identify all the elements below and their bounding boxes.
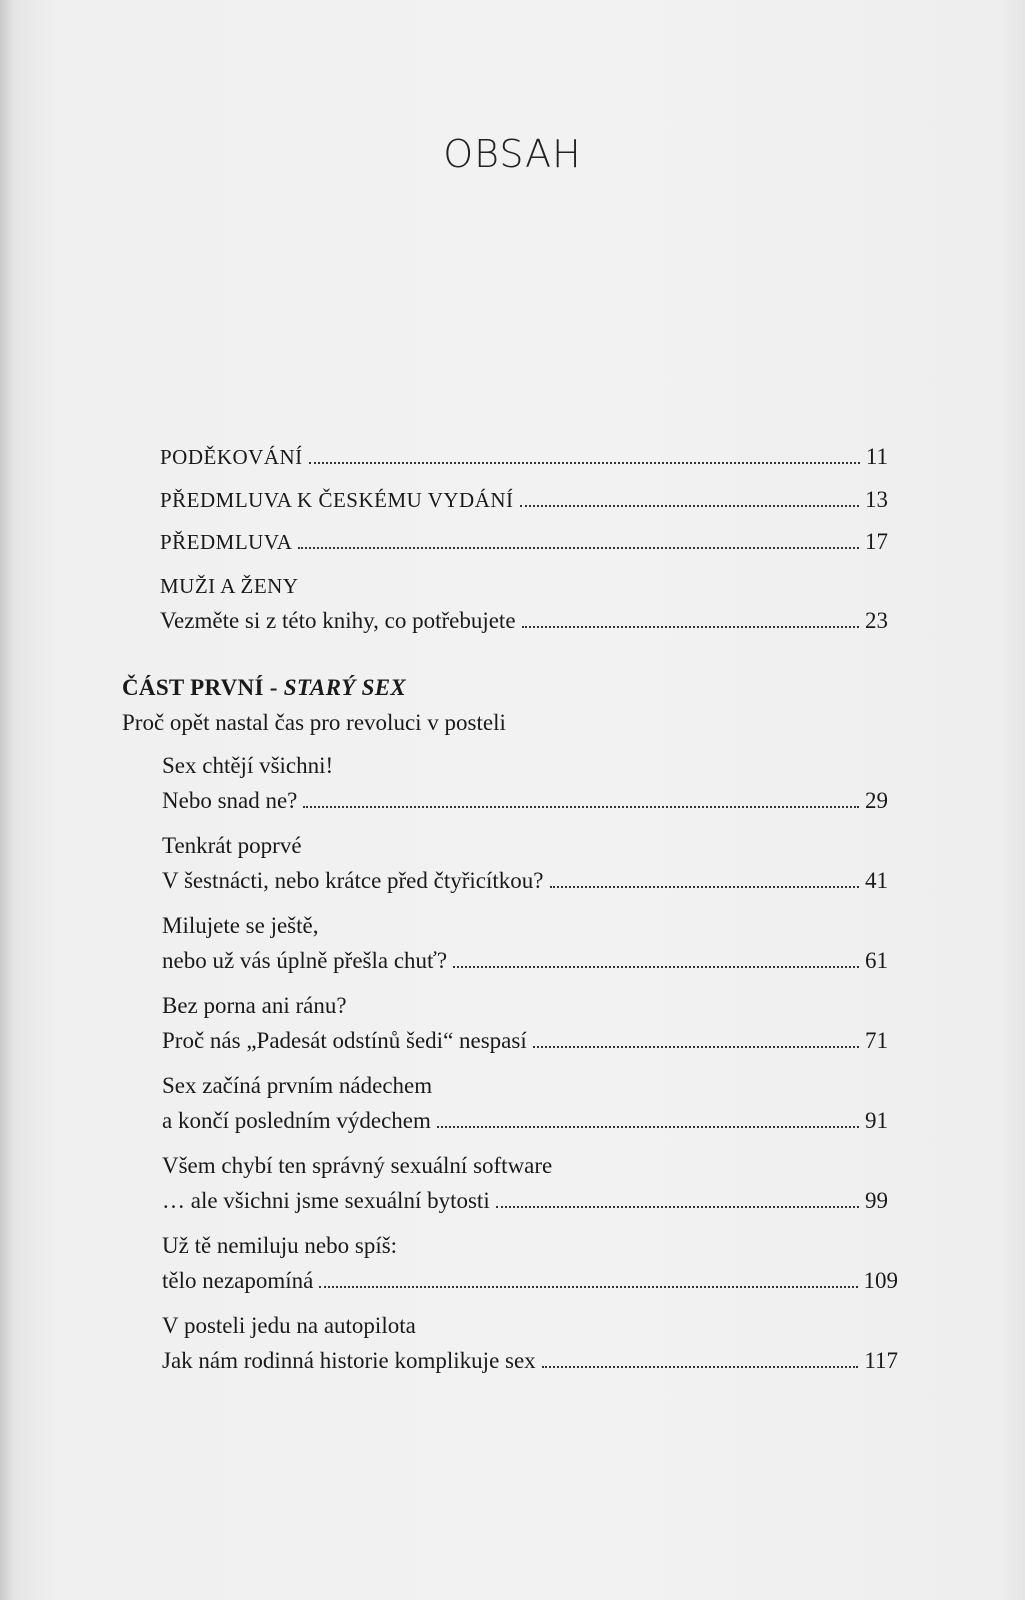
dot-leader xyxy=(522,625,859,628)
chapter-title-line: Bez porna ani ránu? xyxy=(162,993,347,1018)
toc-entry-podekovani[interactable] xyxy=(160,443,888,471)
toc-entry-chapter[interactable] xyxy=(162,867,888,895)
toc-entry-label: Nebo snad ne? xyxy=(162,788,298,813)
dot-leader xyxy=(496,1205,859,1208)
toc-entry-label: V šestnácti, nebo krátce před čtyřicítkou? xyxy=(162,868,544,893)
toc-entry-page: 91 xyxy=(865,1108,888,1133)
toc-entry-label: tělo nezapomíná xyxy=(162,1268,314,1293)
dot-leader xyxy=(437,1125,859,1128)
chapter-title-line: Milujete se ještě, xyxy=(162,913,319,938)
page-gutter-shadow xyxy=(0,0,14,1600)
toc-entry-chapter[interactable] xyxy=(162,1267,898,1295)
part-subtitle: Proč opět nastal čas pro revoluci v posteli xyxy=(122,710,506,735)
toc-entry-chapter[interactable] xyxy=(162,787,888,815)
toc-entry-label: PODĚKOVÁNÍ xyxy=(160,445,303,469)
toc-entry-chapter[interactable] xyxy=(162,947,888,975)
part-label-italic: STARÝ SEX xyxy=(283,675,407,700)
dot-leader xyxy=(303,805,859,808)
toc-entry-page: 109 xyxy=(863,1268,898,1293)
toc-entry-page: 41 xyxy=(865,868,888,893)
toc-entry-label: PŘEDMLUVA xyxy=(160,530,293,554)
dot-leader xyxy=(550,885,860,888)
toc-entry-predmluva-cz[interactable] xyxy=(160,486,888,514)
section-heading-muzi-a-zeny: MUŽI A ŽENY xyxy=(160,574,299,598)
toc-entry-label: PŘEDMLUVA K ČESKÉMU VYDÁNÍ xyxy=(160,488,514,512)
toc-entry-page: 17 xyxy=(865,529,888,554)
toc-entry-label: nebo už vás úplně přešla chuť? xyxy=(162,948,448,973)
toc-entry-page: 11 xyxy=(865,444,888,469)
dot-leader xyxy=(453,965,859,968)
toc-entry-muzi-a-zeny[interactable] xyxy=(160,607,888,635)
toc-entry-chapter[interactable] xyxy=(162,1347,898,1375)
toc-entry-label: a končí posledním výdechem xyxy=(162,1108,431,1133)
toc-entry-page: 61 xyxy=(865,948,888,973)
dot-leader xyxy=(309,461,860,464)
dot-leader xyxy=(520,504,859,507)
chapter-title-line: Tenkrát poprvé xyxy=(162,833,302,858)
page-title: OBSAH xyxy=(443,132,582,176)
toc-entry-label: Vezměte si z této knihy, co potřebujete xyxy=(160,608,516,633)
toc-entry-chapter[interactable] xyxy=(162,1107,888,1135)
part-label: ČÁST PRVNÍ - xyxy=(122,675,284,700)
toc-entry-predmluva[interactable] xyxy=(160,528,888,556)
toc-entry-label: … ale všichni jsme sexuální bytosti xyxy=(162,1188,490,1213)
chapter-title-line: Všem chybí ten správný sexuální software xyxy=(162,1153,553,1178)
toc-entry-chapter[interactable] xyxy=(162,1187,888,1215)
dot-leader xyxy=(319,1285,857,1288)
toc-entry-page: 23 xyxy=(865,608,888,633)
dot-leader xyxy=(542,1365,859,1368)
toc-entry-page: 29 xyxy=(865,788,888,813)
chapter-title-line: Už tě nemiluju nebo spíš: xyxy=(162,1233,398,1258)
toc-entry-label: Jak nám rodinná historie komplikuje sex xyxy=(162,1348,536,1373)
dot-leader xyxy=(533,1045,859,1048)
toc-entry-chapter[interactable] xyxy=(162,1027,888,1055)
chapter-title-line: Sex začíná prvním nádechem xyxy=(162,1073,433,1098)
toc-entry-label: Proč nás „Padesát odstínů šedi“ nespasí xyxy=(162,1028,527,1053)
toc-entry-page: 71 xyxy=(865,1028,888,1053)
part-heading xyxy=(122,674,406,702)
toc-entry-page: 99 xyxy=(865,1188,888,1213)
toc-entry-page: 117 xyxy=(864,1348,898,1373)
chapter-title-line: Sex chtějí všichni! xyxy=(162,753,334,778)
toc-entry-page: 13 xyxy=(865,487,888,512)
dot-leader xyxy=(298,546,859,549)
chapter-title-line: V posteli jedu na autopilota xyxy=(162,1313,416,1338)
